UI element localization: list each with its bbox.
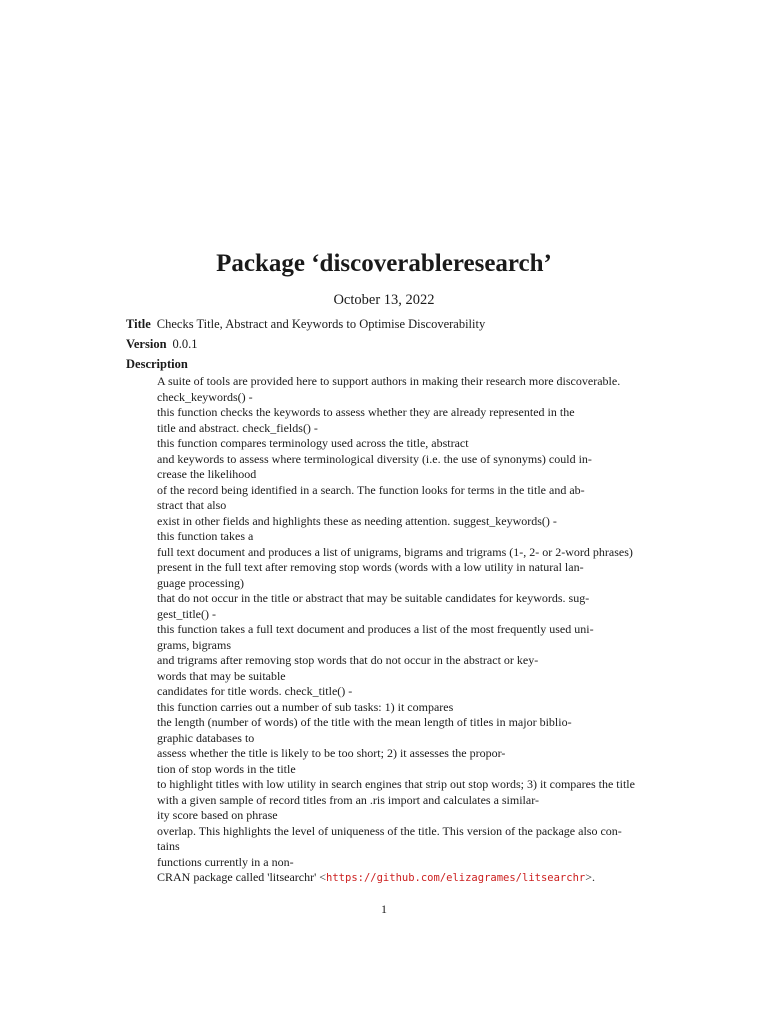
- description-line: this function checks the keywords to assess whether they are already represented in the: [157, 405, 575, 419]
- page-number: 1: [381, 902, 387, 916]
- title-label: Title: [126, 317, 151, 331]
- title-field: [126, 317, 485, 332]
- description-line: candidates for title words. check_title() -: [157, 684, 353, 698]
- description-line: exist in other fields and highlights these as needing attention. suggest_keywords() -: [157, 513, 557, 528]
- description-line: ity score based on phrase: [157, 808, 278, 822]
- description-line: to highlight titles with low utility in search engines that strip out stop words; 3) it compares the title: [157, 777, 635, 791]
- description-line: this function takes a full text document and produces a list of the most frequently used uni-: [157, 622, 594, 636]
- last-line-suffix: >.: [585, 870, 595, 884]
- package-title: Package ‘discoverableresearch’: [216, 250, 552, 277]
- description-line: this function carries out a number of sub tasks: 1) it compares: [157, 699, 454, 714]
- description-label: Description: [126, 357, 188, 371]
- description-line: this function takes a: [157, 529, 254, 543]
- description-line: tion of stop words in the title: [157, 761, 296, 776]
- description-body: [157, 374, 647, 887]
- description-line: full text document and produces a list of unigrams, bigrams and trigrams (1-, 2- or 2-word phrases): [157, 544, 633, 559]
- description-line: check_keywords() -: [157, 389, 253, 404]
- description-line: words that may be suitable: [157, 668, 286, 683]
- description-line: that do not occur in the title or abstract that may be suitable candidates for keywords. sug-: [157, 591, 590, 605]
- description-field: [126, 357, 194, 372]
- litsearchr-link[interactable]: https://github.com/elizagrames/litsearchr: [326, 872, 586, 884]
- version-label: Version: [126, 337, 167, 351]
- description-line: and trigrams after removing stop words that do not occur in the abstract or key-: [157, 653, 539, 667]
- description-line: overlap. This highlights the level of uniqueness of the title. This version of the package also con-: [157, 823, 622, 838]
- description-line: tains: [157, 839, 180, 853]
- description-line: guage processing): [157, 575, 244, 590]
- last-line-prefix: CRAN package called 'litsearchr' <: [157, 870, 327, 884]
- description-line: gest_title() -: [157, 606, 216, 621]
- description-line: A suite of tools are provided here to support authors in making their research more discoverable.: [157, 374, 621, 388]
- description-line: crease the likelihood: [157, 467, 257, 481]
- title-value: Checks Title, Abstract and Keywords to Optimise Discoverability: [156, 317, 486, 331]
- description-line: with a given sample of record titles from an .ris import and calculates a similar-: [157, 792, 539, 807]
- description-line: stract that also: [157, 498, 227, 512]
- description-line: this function compares terminology used across the title, abstract: [157, 436, 469, 450]
- description-line: functions currently in a non-: [157, 854, 294, 869]
- description-line: grams, bigrams: [157, 637, 231, 652]
- version-field: [126, 337, 198, 352]
- description-line: title and abstract. check_fields() -: [157, 420, 318, 435]
- description-line: and keywords to assess where terminological diversity (i.e. the use of synonyms) could in-: [157, 451, 592, 466]
- package-date: October 13, 2022: [333, 292, 435, 308]
- description-line: graphic databases to: [157, 730, 255, 745]
- description-line: of the record being identified in a search. The function looks for terms in the title and ab-: [157, 482, 585, 497]
- description-last-line: [157, 870, 647, 887]
- description-line: assess whether the title is likely to be too short; 2) it assesses the propor-: [157, 746, 506, 760]
- description-line: the length (number of words) of the title with the mean length of titles in major biblio-: [157, 715, 572, 729]
- description-line: present in the full text after removing stop words (words with a low utility in natural lan-: [157, 560, 584, 574]
- version-value: 0.0.1: [172, 337, 198, 351]
